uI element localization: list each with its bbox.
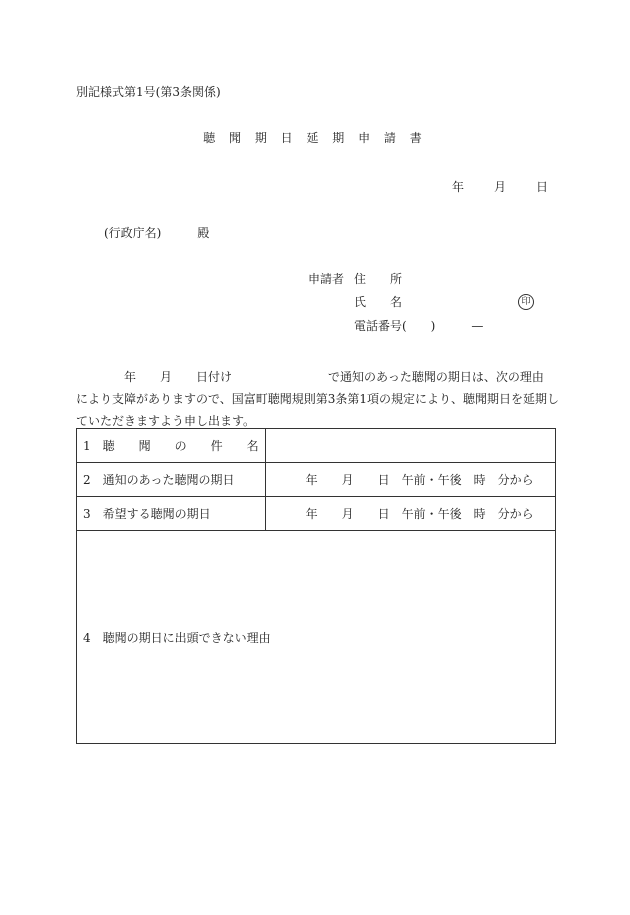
case-name-field[interactable] <box>265 429 555 463</box>
name-label: 氏 名 <box>354 295 403 309</box>
applicant-label: 申請者 <box>308 272 345 286</box>
document-title: 聴 聞 期 日 延 期 申 請 書 <box>203 131 427 145</box>
desired-date-label: 3 希望する聴聞の期日 <box>77 497 266 531</box>
reason-field[interactable] <box>77 531 556 744</box>
date-day-label: 日 <box>536 180 549 194</box>
date-year-label: 年 <box>452 180 465 194</box>
notified-date-label: 2 通知のあった聴聞の期日 <box>77 463 266 497</box>
request-form-table <box>76 428 556 744</box>
address-label: 住 所 <box>354 272 403 286</box>
table-row <box>77 463 556 497</box>
case-name-label: 1 聴 聞 の 件 名 <box>77 429 266 463</box>
table-row <box>77 531 556 744</box>
table-row <box>77 497 556 531</box>
notified-date-field[interactable]: 年 月 日 午前・午後 時 分から <box>265 463 555 497</box>
request-statement <box>76 366 560 432</box>
form-header: 別記様式第1号(第3条関係) <box>76 85 221 99</box>
date-month-label: 月 <box>494 180 507 194</box>
date-line <box>452 181 548 193</box>
addressee: (行政庁名) 殿 <box>104 226 210 240</box>
table-row <box>77 429 556 463</box>
desired-date-field[interactable]: 年 月 日 午前・午後 時 分から <box>265 497 555 531</box>
statement-line-3: ていただきますよう申し出ます。 <box>76 414 256 428</box>
seal-mark: 印 <box>518 294 534 310</box>
statement-line-2: により支障がありますので、国富町聴聞規則第3条第1項の規定により、聴聞期日を延期し <box>76 392 560 406</box>
reason-label: 4 聴聞の期日に出頭できない理由 <box>83 630 271 645</box>
phone-label: 電話番号( ) — <box>354 319 484 333</box>
statement-line-1: 年 月 日付け で通知のあった聴聞の期日は、次の理由 <box>76 370 544 384</box>
